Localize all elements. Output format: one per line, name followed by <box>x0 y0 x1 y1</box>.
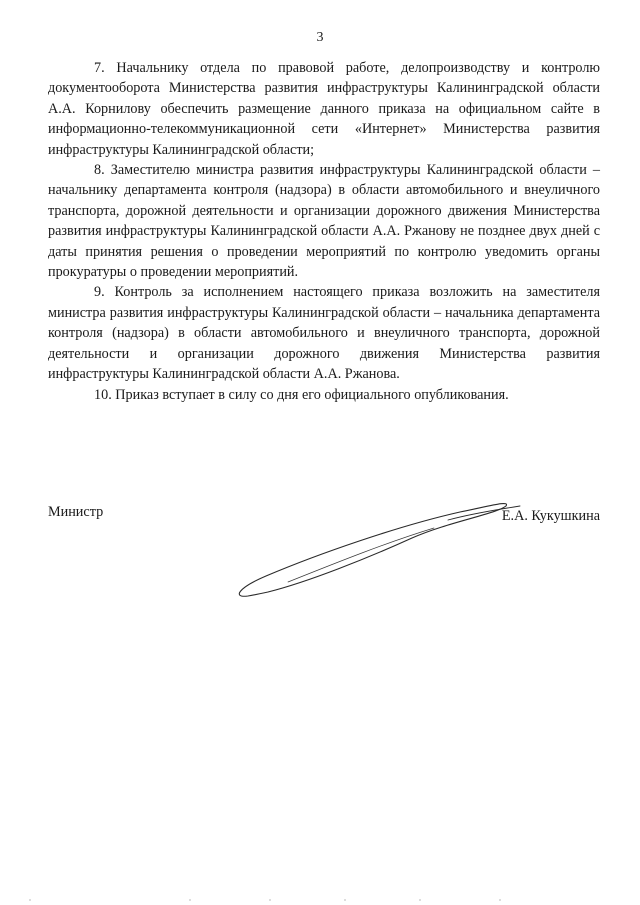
document-body <box>48 58 600 405</box>
paragraph-7: 7. Начальнику отдела по правовой работе, делопроизводству и контролю документооборота Министерства развития инфраструктуры Калининградской области А.А. Корнилову обеспечить размещение данного приказа на официальном сайте в информационно-телекоммуникационной сети «Интернет» Министерства развития инфраструктуры Калининградской области; <box>48 60 600 158</box>
page-number: 3 <box>316 30 324 45</box>
signatory-position: Министр <box>48 504 104 520</box>
paragraph-9: 9. Контроль за исполнением настоящего приказа возложить на заместителя министра развития инфраструктуры Калининградской области – начальника департамента контроля (надзора) в области автомобильного и внеуличного транспорта, дорожной деятельности и организации дорожного движения Министерства развития инфраструктуры Калининградской области А.А. Ржанова. <box>48 284 600 383</box>
paragraph-8: 8. Заместителю министра развития инфраструктуры Калининградской области – начальнику департамента контроля (надзора) в области автомобильного и внеуличного транспорта, дорожной деятельности и организации дорожного движения Министерства развития инфраструктуры Калининградской области А.А. Ржанову не позднее двух дней с даты принятия решения о проведении мероприятий по контролю уведомить органы прокуратуры о проведении мероприятий. <box>48 162 600 281</box>
signature-stroke-main <box>239 504 506 597</box>
signature-stroke-inner <box>288 528 434 582</box>
signatory-name: Е.А. Кукушкина <box>501 508 600 524</box>
handwritten-signature <box>198 500 528 610</box>
paragraph-10: 10. Приказ вступает в силу со дня его официального опубликования. <box>94 386 509 403</box>
signature-block <box>48 500 600 620</box>
scan-artifacts <box>0 897 640 903</box>
